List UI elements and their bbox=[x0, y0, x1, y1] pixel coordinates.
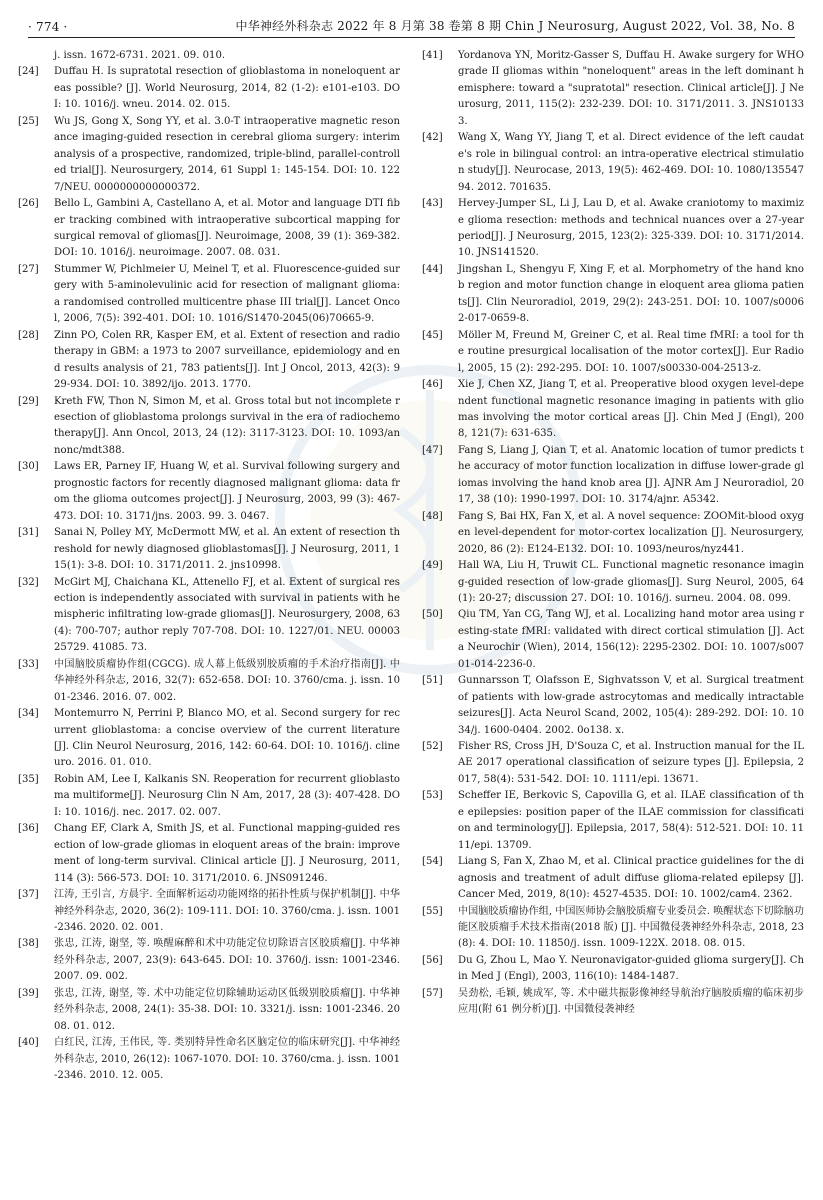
reference-text: 江涛, 王引言, 方晨宇. 全面解析运动功能网络的拓扑性质与保护机制[J]. 中华神经外科杂志, 2020, 36(2): 109-111. DOI: 10. 3760/cma. j. issn. 1001-2346. 2020. 02. 001. bbox=[54, 889, 400, 934]
reference-number: [45] bbox=[422, 329, 443, 341]
reference-text: Xie J, Chen XZ, Jiang T, et al. Preoperative blood oxygen level-dependent functional magnetic resonance imaging in patients with gliomas involving the motor cortical areas [J]. Chin Med J (Engl), 2008, 121(7): 631-635. bbox=[458, 379, 804, 440]
reference-entry bbox=[422, 854, 804, 903]
reference-entry bbox=[18, 1035, 400, 1084]
reference-entry bbox=[422, 443, 804, 509]
reference-entry bbox=[18, 657, 400, 706]
reference-text: Möller M, Freund M, Greiner C, et al. Real time fMRI: a tool for the routine presurgical localisation of the motor cortex[J]. Eur Radiol, 2005, 15 (2): 292-295. DOI: 10. 1007/s00330-004-2513-z. bbox=[458, 329, 804, 374]
reference-number: [47] bbox=[422, 444, 443, 456]
reference-entry bbox=[422, 558, 804, 607]
reference-number: [50] bbox=[422, 609, 443, 621]
reference-text: Chang EF, Clark A, Smith JS, et al. Functional mapping-guided resection of low-grade gliomas in eloquent areas of the brain: improvement of long-term survival. Clinical article [J]. J Neurosurg, 2011, 114 (3): 566-573. DOI: 10. 3171/2010. 6. JNS091246. bbox=[54, 823, 400, 884]
reference-number: [30] bbox=[18, 461, 39, 473]
reference-number: [41] bbox=[422, 50, 443, 61]
reference-number: [39] bbox=[18, 987, 39, 999]
reference-number: [29] bbox=[18, 395, 39, 407]
reference-entry bbox=[422, 48, 804, 130]
reference-text: 白红民, 江涛, 王伟民, 等. 类别特异性命名区脑定位的临床研究[J]. 中华神经外科杂志, 2010, 26(12): 1067-1070. DOI: 10. 3760/cma. j. issn. 1001-2346. 2010. 12. 005. bbox=[54, 1037, 400, 1082]
reference-entry bbox=[422, 196, 804, 262]
reference-text: Hervey-Jumper SL, Li J, Lau D, et al. Awake craniotomy to maximize glioma resection: methods and technical nuances over a 27-year period[J]. J Neurosurg, 2015, 123(2): 325-339. DOI: 10. 3171/2014. 10. JNS141520. bbox=[458, 198, 804, 259]
reference-text: Scheffer IE, Berkovic S, Capovilla G, et al. ILAE classification of the epilepsies: position paper of the ILAE commission for classification and terminology[J]. Epilepsia, 2017, 58(4): 512-521. DOI: 10. 1111/epi. 13709. bbox=[458, 790, 804, 851]
reference-entry bbox=[422, 986, 804, 1019]
reference-number: [43] bbox=[422, 198, 443, 210]
reference-number: [36] bbox=[18, 823, 39, 835]
reference-text: Qiu TM, Yan CG, Tang WJ, et al. Localizing hand motor area using resting-state fMRI: validated with direct cortical stimulation [J]. Acta Neurochir (Wien), 2014, 156(12): 2295-2302. DOI: 10. 1007/s00701-014-2236-0. bbox=[458, 609, 804, 670]
reference-entry bbox=[422, 607, 804, 673]
reference-number: [31] bbox=[18, 527, 39, 539]
reference-number: [26] bbox=[18, 198, 39, 210]
reference-text: Kreth FW, Thon N, Simon M, et al. Gross total but not incomplete resection of glioblastoma prolongs survival in the era of radiochemotherapy[J]. Ann Oncol, 2013, 24 (12): 3117-3123. DOI: 10. 1093/annonc/mdt388. bbox=[54, 395, 400, 456]
reference-text: 中国脑胶质瘤协作组(CGCG). 成人幕上低级别胶质瘤的手术治疗指南[J]. 中华神经外科杂志, 2016, 32(7): 652-658. DOI: 10. 3760/cma. j. issn. 1001-2346. 2016. 07. 002. bbox=[54, 658, 400, 703]
reference-text: Hall WA, Liu H, Truwit CL. Functional magnetic resonance imaging-guided resection of low-grade gliomas[J]. Surg Neurol, 2005, 64(1): 20-27; discussion 27. DOI: 10. 1016/j. surneu. 2004. 08. 099. bbox=[458, 560, 804, 604]
reference-entry bbox=[18, 986, 400, 1035]
reference-text: 张忠, 江涛, 谢坚, 等. 唤醒麻醉和术中功能定位切除语言区胶质瘤[J]. 中华神经外科杂志, 2007, 23(9): 643-645. DOI: 10. 3760/j. issn: 1001-2346. 2007. 09. 002. bbox=[54, 938, 400, 983]
reference-entry bbox=[18, 328, 400, 394]
running-header bbox=[28, 8, 795, 34]
reference-text: Gunnarsson T, Olafsson E, Sighvatsson V, et al. Surgical treatment of patients with low-grade astrocytomas and medically intractable seizures[J]. Acta Neurol Scand, 2002, 105(4): 289-292. DOI: 10. 1034/j. 1600-0404. 2002. 0o138. x. bbox=[458, 675, 804, 736]
reference-text: Laws ER, Parney IF, Huang W, et al. Survival following surgery and prognostic factors for recently diagnosed malignant glioma: data from the glioma outcomes project[J]. J Neurosurg, 2003, 99 (3): 467-473. DOI: 10. 3171/jns. 2003. 99. 3. 0467. bbox=[54, 461, 400, 522]
journal-citation-line: 中华神经外科杂志 2022 年 8 月第 38 卷第 8 期 Chin J Neurosurg, August 2022, Vol. 38, No. 8 bbox=[235, 19, 795, 33]
reference-number: [49] bbox=[422, 560, 443, 572]
reference-text: Robin AM, Lee I, Kalkanis SN. Reoperation for recurrent glioblastoma multiforme[J]. Neurosurg Clin N Am, 2017, 28 (3): 407-428. DOI: 10. 1016/j. nec. 2017. 02. 007. bbox=[54, 773, 400, 818]
reference-entry bbox=[18, 262, 400, 328]
reference-number: [44] bbox=[422, 263, 443, 275]
reference-number: [38] bbox=[18, 938, 39, 950]
reference-number: [33] bbox=[18, 658, 39, 670]
reference-entry bbox=[422, 377, 804, 443]
reference-text: Fisher RS, Cross JH, D'Souza C, et al. Instruction manual for the ILAE 2017 operational classification of seizure types [J]. Epilepsia, 2017, 58(4): 531-542. DOI: 10. 1111/epi. 13671. bbox=[458, 741, 804, 785]
reference-entry bbox=[422, 509, 804, 558]
reference-entry bbox=[18, 459, 400, 525]
reference-number: [51] bbox=[422, 675, 443, 687]
reference-entry bbox=[18, 196, 400, 262]
reference-text: Jingshan L, Shengyu F, Xing F, et al. Morphometry of the hand knob region and motor function change in eloquent area glioma patients[J]. Clin Neuroradiol, 2019, 29(2): 243-251. DOI: 10. 1007/s00062-017-0659-8. bbox=[458, 263, 804, 325]
reference-entry bbox=[18, 64, 400, 113]
reference-text: Wu JS, Gong X, Song YY, et al. 3.0-T intraoperative magnetic resonance imaging-guided resection in cerebral glioma surgery: interim analysis of a prospective, randomized, triple-blind, parallel-controlled trial[J]. Neurosurgery, 2014, 61 Suppl 1: 145-154. DOI: 10. 1227/NEU. 0000000000000372. bbox=[54, 115, 400, 193]
reference-number: [57] bbox=[422, 987, 443, 999]
reference-number: [37] bbox=[18, 889, 39, 901]
reference-text: Duffau H. Is supratotal resection of glioblastoma in noneloquent areas possible? [J]. World Neurosurg, 2014, 82 (1-2): e101-e103. DOI: 10. 1016/j. wneu. 2014. 02. 015. bbox=[54, 66, 400, 111]
reference-text: Du G, Zhou L, Mao Y. Neuronavigator-guided glioma surgery[J]. Chin Med J (Engl), 2003, 116(10): 1484-1487. bbox=[458, 954, 804, 983]
reference-number: [53] bbox=[422, 790, 443, 802]
reference-number: [24] bbox=[18, 66, 39, 78]
header-rule bbox=[28, 37, 795, 38]
reference-columns bbox=[18, 48, 805, 1194]
reference-number: [55] bbox=[422, 905, 443, 917]
reference-text: Fang S, Bai HX, Fan X, et al. A novel sequence: ZOOMit-blood oxygen level-dependent for motor-cortex localization [J]. Neurosurgery, 2020, 86 (2): E124-E132. DOI: 10. 1093/neuros/nyz441. bbox=[458, 510, 804, 555]
reference-entry bbox=[18, 936, 400, 985]
reference-text: Fang S, Liang J, Qian T, et al. Anatomic location of tumor predicts the accuracy of motor function localization in diffuse lower-grade gliomas involving the hand knob area [J]. AJNR Am J Neuroradiol, 2017, 38 (10): 1990-1997. DOI: 10. 3174/ajnr. A5342. bbox=[458, 444, 804, 506]
reference-entry bbox=[18, 394, 400, 460]
reference-entry bbox=[18, 114, 400, 196]
reference-text: McGirt MJ, Chaichana KL, Attenello FJ, et al. Extent of surgical resection is independently associated with survival in patients with hemispheric infiltrating low-grade gliomas[J]. Neurosurgery, 2008, 63(4): 700-707; author reply 707-708. DOI: 10. 1227/01. NEU. 0000325729. 41085. 73. bbox=[54, 576, 400, 654]
reference-text: 吴劲松, 毛颖, 姚成军, 等. 术中磁共振影像神经导航治疗脑胶质瘤的临床初步应用(附 61 例分析)[J]. 中国微侵袭神经 bbox=[458, 987, 804, 1016]
reference-entry bbox=[18, 706, 400, 772]
reference-number: [40] bbox=[18, 1037, 39, 1049]
reference-number: [34] bbox=[18, 708, 39, 720]
reference-number: [54] bbox=[422, 856, 443, 868]
reference-text: Zinn PO, Colen RR, Kasper EM, et al. Extent of resection and radiotherapy in GBM: a 1973 to 2007 surveillance, epidemiology and end results analysis of 21, 783 patients[J]. Int J Oncol, 2013, 42(3): 929-934. DOI: 10. 3892/ijo. 2013. 1770. bbox=[54, 329, 400, 391]
reference-continuation: j. issn. 1672-6731. 2021. 09. 010. bbox=[54, 50, 226, 61]
reference-text: Montemurro N, Perrini P, Blanco MO, et al. Second surgery for recurrent glioblastoma: a concise overview of the current literature [J]. Clin Neurol Neurosurg, 2016, 142: 60-64. DOI: 10. 1016/j. clineuro. 2016. 01. 010. bbox=[54, 708, 400, 769]
reference-entry bbox=[422, 673, 804, 739]
reference-text: Bello L, Gambini A, Castellano A, et al. Motor and language DTI fiber tracking combined with intraoperative subcortical mapping for surgical removal of gliomas[J]. Neuroimage, 2008, 39 (1): 369-382. DOI: 10. 1016/j. neuroimage. 2007. 08. 031. bbox=[54, 198, 400, 259]
reference-text: Liang S, Fan X, Zhao M, et al. Clinical practice guidelines for the diagnosis and treatment of adult diffuse glioma-related epilepsy [J]. Cancer Med, 2019, 8(10): 4527-4535. DOI: 10. 1002/cam4. 2362. bbox=[458, 856, 804, 901]
reference-entry bbox=[18, 772, 400, 821]
reference-text: 张忠, 江涛, 谢坚, 等. 术中功能定位切除辅助运动区低级别胶质瘤[J]. 中华神经外科杂志, 2008, 24(1): 35-38. DOI: 10. 3321/j. issn: 1001-2346. 2008. 01. 012. bbox=[54, 987, 400, 1032]
reference-number: [46] bbox=[422, 379, 443, 391]
reference-text: Sanai N, Polley MY, McDermott MW, et al. An extent of resection threshold for newly diagnosed glioblastomas[J]. J Neurosurg, 2011, 115(1): 3-8. DOI: 10. 3171/2011. 2. jns10998. bbox=[54, 527, 400, 572]
reference-text: Yordanova YN, Moritz-Gasser S, Duffau H. Awake surgery for WHO grade II gliomas within "noneloquent" areas in the left dominant hemisphere: toward a "supratotal" resection. Clinical article[J]. J Neurosurg, 2011, 115(2): 232-239. DOI: 10. 3171/2011. 3. JNS101333. bbox=[458, 50, 804, 127]
reference-entry bbox=[422, 130, 804, 196]
reference-column-right bbox=[422, 48, 804, 1194]
reference-number: [48] bbox=[422, 510, 443, 522]
reference-entry bbox=[422, 328, 804, 377]
reference-entry bbox=[422, 739, 804, 788]
reference-number: [56] bbox=[422, 954, 443, 966]
reference-entry bbox=[18, 821, 400, 887]
reference-number: [32] bbox=[18, 576, 39, 588]
reference-entry bbox=[422, 262, 804, 328]
reference-number: [28] bbox=[18, 329, 39, 341]
reference-number: [25] bbox=[18, 115, 39, 127]
reference-number: [35] bbox=[18, 773, 39, 785]
reference-number: [52] bbox=[422, 741, 443, 753]
reference-entry bbox=[422, 788, 804, 854]
reference-entry bbox=[18, 575, 400, 657]
reference-number: [42] bbox=[422, 132, 443, 144]
reference-number: [27] bbox=[18, 263, 39, 275]
reference-entry bbox=[422, 953, 804, 986]
reference-entry bbox=[422, 904, 804, 953]
reference-text: Wang X, Wang YY, Jiang T, et al. Direct evidence of the left caudate's role in bilingual control: an intra-operative electrical stimulation study[J]. Neurocase, 2013, 19(5): 462-469. DOI: 10. 1080/13554794. 2012. 701635. bbox=[458, 132, 804, 193]
reference-entry bbox=[18, 525, 400, 574]
reference-column-left bbox=[18, 48, 400, 1194]
reference-text: Stummer W, Pichlmeier U, Meinel T, et al. Fluorescence-guided surgery with 5-aminolevulinic acid for resection of malignant glioma: a randomised controlled multicentre phase III trial[J]. Lancet Oncol, 2006, 7(5): 392-401. DOI: 10. 1016/S1470-2045(06)70665-9. bbox=[54, 263, 400, 325]
page-number: · 774 · bbox=[28, 20, 68, 34]
reference-entry bbox=[18, 887, 400, 936]
reference-text: 中国脑胶质瘤协作组, 中国医师协会脑胶质瘤专业委员会. 唤醒状态下切除脑功能区胶质瘤手术技术指南(2018 版) [J]. 中国微侵袭神经外科杂志, 2018, 23(8): 4. DOI: 10. 11850/j. issn. 1009-122X. 2018. 08. 015. bbox=[458, 905, 804, 950]
